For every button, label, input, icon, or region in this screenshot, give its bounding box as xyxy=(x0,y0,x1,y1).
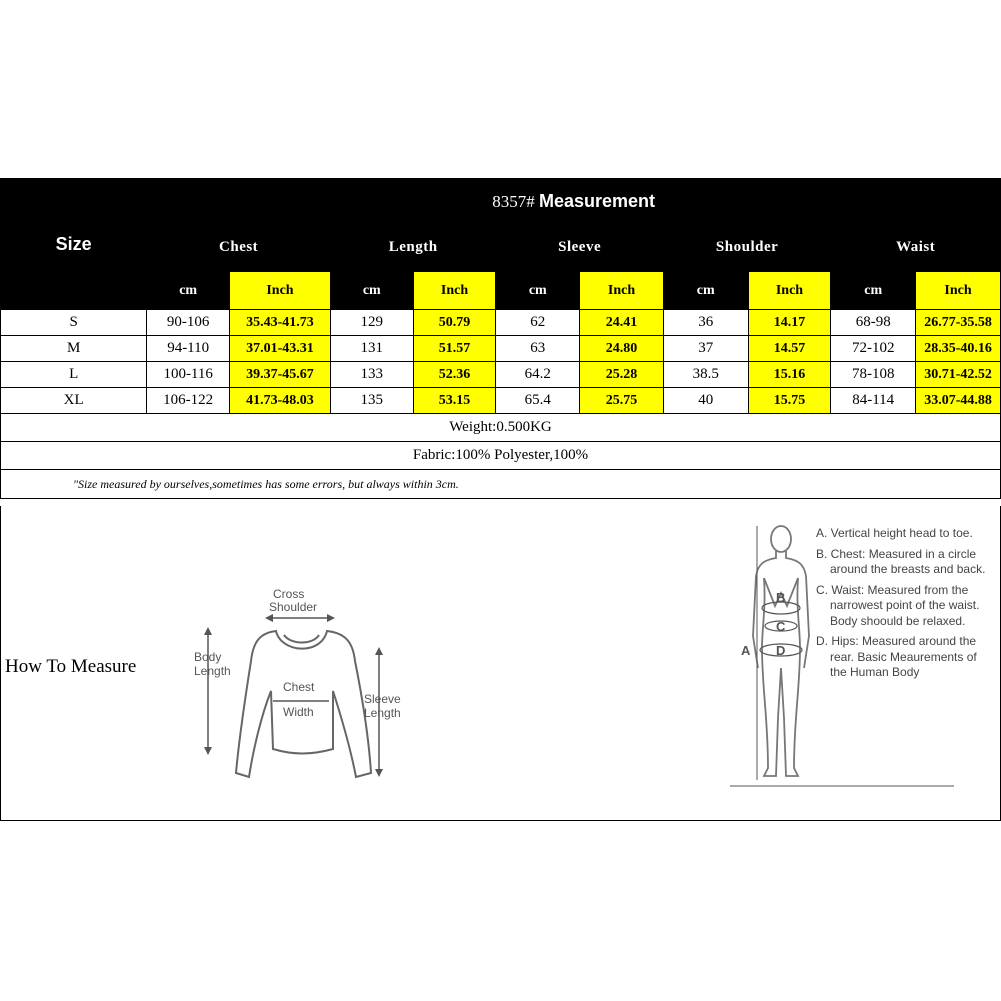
length-inch-cell: 50.79 xyxy=(413,310,496,336)
sleeve-label-1: Sleeve xyxy=(364,692,401,706)
body-label-2: Length xyxy=(194,664,231,678)
letter-c: C xyxy=(776,619,786,634)
size-cell: XL xyxy=(1,388,147,414)
weight-row xyxy=(1,414,1001,442)
unit-inch: Inch xyxy=(230,272,331,310)
legend-item-c: C. Waist: Measured from the narrowest point of the waist. Body shoould be relaxed. xyxy=(816,582,980,628)
chest-cm-cell: 100-116 xyxy=(147,362,230,388)
measure-legend xyxy=(816,526,996,686)
letter-a: A xyxy=(741,643,751,658)
length-inch-cell: 52.36 xyxy=(413,362,496,388)
sleeve-inch-cell: 24.41 xyxy=(580,310,664,336)
chest-cm-cell: 90-106 xyxy=(147,310,230,336)
shoulder-cm-cell: 36 xyxy=(663,310,748,336)
sleeve-cm-cell: 63 xyxy=(496,336,580,362)
letter-d: D xyxy=(776,643,786,658)
shoulder-cm-cell: 38.5 xyxy=(663,362,748,388)
unit-cm: cm xyxy=(147,272,230,310)
table-title xyxy=(147,179,1001,224)
unit-inch: Inch xyxy=(916,272,1001,310)
table-row xyxy=(1,310,1001,336)
shirt-outline-icon xyxy=(236,631,371,777)
disclaimer-text: "Size measured by ourselves,sometimes has some errors, but always within 3cm. xyxy=(1,470,1001,499)
chest-label-1: Chest xyxy=(283,680,315,694)
shoulder-inch-cell: 14.17 xyxy=(748,310,831,336)
unit-cm: cm xyxy=(831,272,916,310)
weight-text: Weight:0.500KG xyxy=(1,414,1001,442)
cross-label-2: Shoulder xyxy=(269,600,318,614)
sleeve-inch-cell: 24.80 xyxy=(580,336,664,362)
legend-item-a: A. Vertical height head to toe. xyxy=(816,526,973,540)
table-row xyxy=(1,388,1001,414)
body-label-1: Body xyxy=(194,650,222,664)
chest-cm-cell: 94-110 xyxy=(147,336,230,362)
fabric-text: Fabric:100% Polyester,100% xyxy=(1,442,1001,470)
group-waist: Waist xyxy=(831,224,1001,272)
size-header: Size xyxy=(1,179,147,310)
size-chart xyxy=(0,178,1000,821)
waist-inch-cell: 30.71-42.52 xyxy=(916,362,1001,388)
chest-inch-cell: 35.43-41.73 xyxy=(230,310,331,336)
waist-cm-cell: 68-98 xyxy=(831,310,916,336)
waist-inch-cell: 33.07-44.88 xyxy=(916,388,1001,414)
sleeve-inch-cell: 25.75 xyxy=(580,388,664,414)
group-shoulder: Shoulder xyxy=(663,224,830,272)
sleeve-cm-cell: 65.4 xyxy=(496,388,580,414)
chest-inch-cell: 41.73-48.03 xyxy=(230,388,331,414)
unit-cm: cm xyxy=(496,272,580,310)
chest-inch-cell: 37.01-43.31 xyxy=(230,336,331,362)
shoulder-inch-cell: 14.57 xyxy=(748,336,831,362)
chest-label-2: Width xyxy=(283,705,314,719)
chest-inch-cell: 39.37-45.67 xyxy=(230,362,331,388)
unit-inch: Inch xyxy=(580,272,664,310)
group-chest: Chest xyxy=(147,224,331,272)
disclaimer-row xyxy=(1,470,1001,499)
title-word: Measurement xyxy=(539,190,656,211)
sleeve-cm-cell: 62 xyxy=(496,310,580,336)
unit-inch: Inch xyxy=(413,272,496,310)
waist-cm-cell: 72-102 xyxy=(831,336,916,362)
shirt-diagram xyxy=(181,551,441,811)
size-cell: S xyxy=(1,310,147,336)
sleeve-inch-cell: 25.28 xyxy=(580,362,664,388)
size-cell: L xyxy=(1,362,147,388)
sleeve-cm-cell: 64.2 xyxy=(496,362,580,388)
letter-b: B xyxy=(776,590,786,605)
waist-cm-cell: 84-114 xyxy=(831,388,916,414)
unit-inch: Inch xyxy=(748,272,831,310)
table-row xyxy=(1,362,1001,388)
group-sleeve: Sleeve xyxy=(496,224,663,272)
legend-item-d: D. Hips: Measured around the rear. Basic Meaurements of the Human Body xyxy=(816,634,977,679)
shoulder-inch-cell: 15.75 xyxy=(748,388,831,414)
length-inch-cell: 51.57 xyxy=(413,336,496,362)
length-cm-cell: 131 xyxy=(330,336,413,362)
legend-item-b: B. Chest: Measured in a circle around the breasts and back. xyxy=(816,546,986,576)
size-cell: M xyxy=(1,336,147,362)
shoulder-cm-cell: 37 xyxy=(663,336,748,362)
unit-cm: cm xyxy=(330,272,413,310)
length-cm-cell: 129 xyxy=(330,310,413,336)
chest-cm-cell: 106-122 xyxy=(147,388,230,414)
table-row xyxy=(1,336,1001,362)
how-to-measure-section xyxy=(0,506,1001,821)
waist-inch-cell: 26.77-35.58 xyxy=(916,310,1001,336)
length-inch-cell: 53.15 xyxy=(413,388,496,414)
shoulder-inch-cell: 15.16 xyxy=(748,362,831,388)
title-code: 8357# xyxy=(492,191,535,211)
measurement-table xyxy=(0,178,1001,499)
sleeve-label-2: Length xyxy=(364,706,401,720)
length-cm-cell: 133 xyxy=(330,362,413,388)
group-length: Length xyxy=(330,224,495,272)
length-cm-cell: 135 xyxy=(330,388,413,414)
waist-inch-cell: 28.35-40.16 xyxy=(916,336,1001,362)
shoulder-cm-cell: 40 xyxy=(663,388,748,414)
fabric-row xyxy=(1,442,1001,470)
unit-cm: cm xyxy=(663,272,748,310)
how-to-measure-label: How To Measure xyxy=(5,656,137,677)
cross-label-1: Cross xyxy=(273,587,305,601)
waist-cm-cell: 78-108 xyxy=(831,362,916,388)
